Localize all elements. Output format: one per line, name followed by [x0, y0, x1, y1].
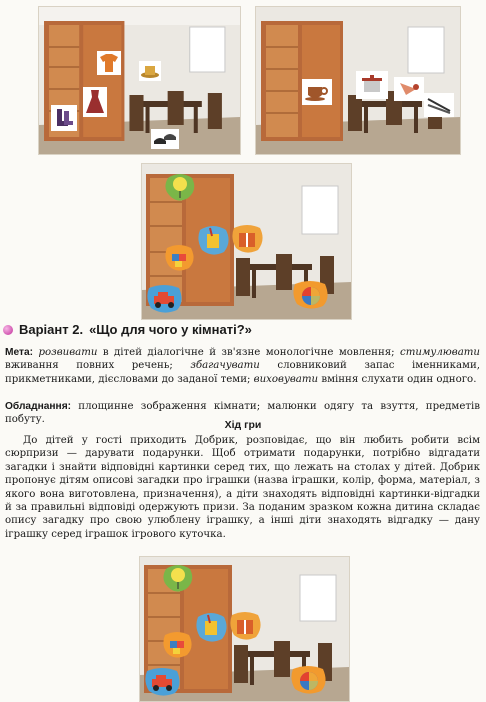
hat-icon [139, 61, 161, 81]
shoes-icon [151, 129, 179, 149]
balloon-icon [162, 170, 198, 202]
goal-text [5, 347, 480, 385]
toy-car-icon [144, 665, 182, 699]
goal-text-run: словниковий запас іменниками, прикметниками, дієсловами до заданої теми; [5, 360, 480, 385]
paint-cup-icon [194, 609, 228, 643]
goal-verb: стимулювати [400, 347, 480, 358]
goal-paragraph [5, 346, 480, 386]
goal-verb: виховувати [253, 373, 319, 385]
toy-car-icon [146, 282, 184, 316]
room-clothes-illustration [38, 6, 241, 155]
toy-box-icon [228, 609, 262, 643]
variant-label: Варіант 2. [19, 322, 84, 337]
kettle-icon [394, 77, 424, 101]
room-toys-repeat-illustration [139, 556, 350, 702]
goal-verb: збагачувати [190, 360, 260, 372]
cutlery-icon [424, 93, 454, 117]
goal-label: Мета: [5, 347, 34, 358]
cup-icon [302, 79, 332, 105]
shirt-icon [97, 51, 121, 75]
variant-title: «Що для чого у кімнаті?» [89, 322, 252, 337]
room-tableware-illustration [255, 6, 461, 155]
blocks-icon [162, 629, 192, 659]
ball-icon [292, 278, 330, 314]
dress-icon [83, 87, 107, 117]
blocks-icon [164, 242, 194, 272]
equipment-text: площинне зображення кімнати; малюнки одягу та взуття, предметів побуту. [5, 401, 480, 426]
toy-box-icon [230, 222, 264, 256]
balloon-icon [160, 561, 196, 593]
game-progress-subheading: Хід гри [224, 419, 262, 431]
ball-icon [290, 663, 328, 699]
room-toys-illustration [141, 163, 352, 320]
paint-cup-icon [196, 222, 230, 256]
game-description-paragraph: До дітей у гості приходить Добрик, розповідає, що він любить робити всім сюрпризи — дарувати подарунки. Щоб отримати подарунки, потрібно відгадати загадки і знайти відповідні картинки серед тих, що лежать на столах у дітей. Добрик пропонує дітям описові загадки про іграшки (назва іграшки, колір, форма, матеріал, з якого вона виготовлена, призначення), а діти знаходять відповідні картинки-відгадки й за правильні відповіді одержують призи. За поданим зразком кожна дитина складає опису загадку про свою улюблену іграшку, а інші діти знаходять відгадку — дану іграшку серед іграшок ігрового куточка. [5, 435, 480, 540]
goal-text-run: в дітей діалогічне й зв'язне монологічне мовлення; [97, 347, 401, 358]
goal-text-run: вміння слухати один одного. [318, 373, 477, 385]
equipment-label: Обладнання: [5, 401, 72, 412]
goal-verb: розвивати [38, 347, 98, 358]
pot-icon [356, 71, 388, 99]
boots-icon [51, 105, 77, 131]
variant-heading [3, 322, 473, 337]
pink-bullet-icon [3, 325, 13, 335]
goal-text-run: вживання повних речень; [5, 360, 191, 372]
